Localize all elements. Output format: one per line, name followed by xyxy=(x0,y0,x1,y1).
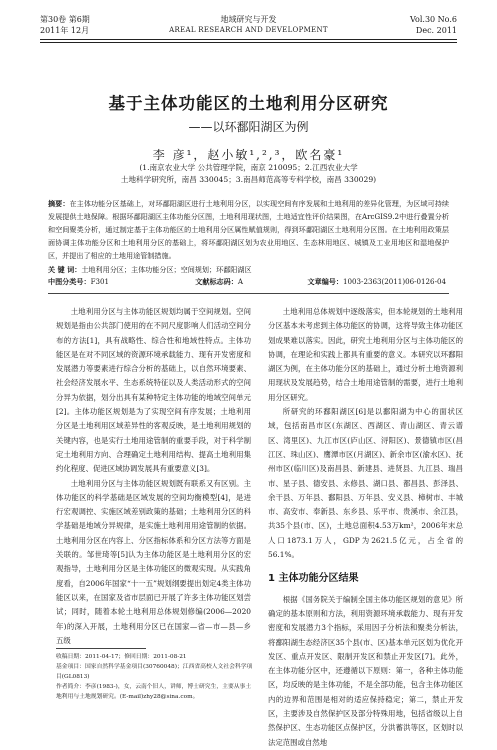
doc-code-value: A xyxy=(237,277,243,286)
author-affiliations xyxy=(0,162,497,186)
footnote-rule xyxy=(56,648,146,649)
body-paragraph: 土地利用总体规划中逐级落实，但本轮规划的土地利用分区基本未考虑到主体功能区的协调，这将导致主体功能区划成果难以落实。因此，研究土地利用分区与主体功能区的协调，在理论和实践上都具有重要的意义。本研究以环鄱阳湖区为例，在主体功能分区的基础上，通过分析土地资源利用现状及发展趋势，结合土地用途管制的需要，进行土地利用分区研究。 xyxy=(268,307,463,402)
cls-label: 中图分类号： xyxy=(48,277,91,286)
journal-name-en: AREAL RESEARCH AND DEVELOPMENT xyxy=(169,26,328,34)
body-column-left xyxy=(56,305,251,645)
header-rule-thin xyxy=(40,42,457,43)
section-heading: 1 主体功能分区结果 xyxy=(268,573,359,585)
body-paragraph: 根据《国务院关于编制全国主体功能区规划的意见》所确定的基本原则和方法，利用资源环境承载能力、现有开发密度和发展潜力3个指标，采用因子分析法和聚类分析法，将鄱阳湖生态经济区35个县(市、区)基本单元区划为优化开发区、重点开发区、限制开发区和禁止开发区[7]。此外，在主体功能分区中，还遵循以下原则：第一，各种主体功能区，均反映的是主体功能，不是全部功能，包含主体功能区内的边界和范围是相对的适应保持稳定；第二，禁止开发区，主要涉及自然保护区及部分特殊用地，包括省级以上自然保护区、生态功能区点保护区，分洪蓄洪等区，区划时以法定范围或自然地 xyxy=(268,594,463,747)
issue-date-en: Dec. 2011 xyxy=(415,26,457,35)
footnote-line: 基金项目：国家自然科学基金项目(30760048)；江西省高校人文社会科学项目(GL0813) xyxy=(56,664,253,680)
volume-issue-en: Vol.30 No.6 xyxy=(410,15,457,24)
header-center xyxy=(40,14,457,36)
body-paragraph: 土地利用分区与主体功能区规划既有联系又有区别。主体功能区的科学基础是区域发展的空间均衡模型[4]，是进行宏观调控、实施区域差别政策的基础；土地利用分区的科学基础是地域分异规律，是实施土地利用用途管制的依据。土地利用分区在内容上、分区指标体系和分区方法等方面是关联的。邹世琦等[5]认为主体功能区是土地利用分区的宏观指导，土地利用分区是主体功能区的微观实现。从实践角度看，自2006年国家“十一五”规划纲要提出划定4类主体功能区以来，在国家及省市层面已开展了许多主体功能区划尝试；同时，随着本轮土地利用总体规划修编(2006—2020年)的深入开展，土地利用分区已在国家—省—市—县—乡五级 xyxy=(56,478,251,645)
body-paragraph: 土地利用分区与主体功能区规划均属于空间规划。空间规划是指由公共部门使用的在不同尺度影响人们活动空间分布的方法[1]，具有战略性、综合性和地域性特点。主体功能区是在对不同区域的资源环境承载能力、现有开发密度和发展潜力等要素进行综合分析的基础上，以自然环境要素、社会经济发展水平、生态系统特征以及人类活动形式的空间分异为依据，划分出具有某种特定主体功能的地域空间单元[2]。主体功能区规划是为了实现空间有序发展；土地利用分区是土地利用区域差异性的客观反映，是土地利用规划的关键内容，也是实行土地用途管制的重要手段，对于科学制定土地利用方向、合理确定土地利用结构、提高土地利用集约化程度、促进区域协调发展具有重要意义[3]。 xyxy=(56,307,251,474)
keywords xyxy=(48,264,449,276)
article-subtitle: ——以环鄱阳湖区为例 xyxy=(188,120,309,134)
issue-date: 2011年 12月 xyxy=(40,26,90,35)
footnote-line: 收稿日期：2011-04-17；修回日期：2011-08-21 xyxy=(56,654,187,660)
article-id-value: 1003-2363(2011)06-0126-04 xyxy=(343,277,446,286)
keywords-label: 关 键 词： xyxy=(48,265,82,274)
cls-value: F301 xyxy=(90,277,110,286)
abstract-separator xyxy=(48,293,449,294)
article-title: 基于主体功能区的土地利用分区研究 xyxy=(108,94,389,113)
classification-line xyxy=(48,276,449,288)
footnote-line: 作者简介：李彦(1983-)，女，云南个旧人，讲师，博士研究生，主要从事土地利用与土地规划研究。(E-mail)zhy28@sina.com。 xyxy=(56,684,252,700)
header-right xyxy=(410,14,457,36)
footnote xyxy=(56,652,256,702)
abstract xyxy=(48,197,449,262)
volume-issue: 第30卷 第6期 xyxy=(40,15,90,24)
abstract-text: 在主体功能分区基础上，对环鄱阳湖区进行土地利用分区，以实现空间有序发展和土地利用的差异化管理，为区域可持续发展提供土地保障。根据环鄱阳湖区主体功能分区图，土地利用现状图，土地适宜性评价结果图，在ArcGIS9.2中进行叠置分析和空间聚类分析，通过制定基于主体功能区的土地利用分区属性赋值规则，得到环鄱阳湖区土地利用分区图。在土地利用政策层面协调主体功能分区和土地利用分区的基础上，将环鄱阳湖区划为农业用地区、生态林用地区、城镇及工业用地区和湿地保护区，并提出了相应的土地用途管制措施。 xyxy=(48,199,450,260)
abstract-label: 摘要： xyxy=(48,199,70,208)
keywords-text: 土地利用分区；主体功能分区；空间规划；环鄱阳湖区 xyxy=(81,265,252,274)
doc-code-label: 文献标志码： xyxy=(195,277,238,286)
journal-name-cn: 地域研究与开发 xyxy=(220,15,277,24)
header-rule-thick xyxy=(40,39,457,40)
article-id-label: 文章编号： xyxy=(307,277,343,286)
affiliation-line: (1.南京农业大学 公共管理学院，南京 210095；2.江西农业大学 xyxy=(139,163,358,172)
body-paragraph: 所研究的环鄱阳湖区[6]是以鄱阳湖为中心的面状区域，包括南昌市区(东湖区、西湖区、青山湖区、青云谱区、湾里区)、九江市区(庐山区、浔阳区)、景德镇市区(昌江区、珠山区)、鹰潭市区(月湖区)、新余市区(渝水区)、抚州市区(临川区)及南昌县、新建县、进贤县、九江县、瑞昌市、星子县、德安县、永修县、湖口县、都昌县、彭泽县、余干县、万年县、鄱阳县、万年县、安义县、樟树市、丰城市、高安市、奉新县、东乡县、乐平市、贵溪市、余江县，共35个县(市、区)，土地总面积4.53万km²，2006年末总人口1873.1万人，GDP为2621.5亿元，占全省的56.1%。 xyxy=(268,407,463,560)
body-column-right xyxy=(268,305,463,747)
affiliation-line: 土地科学研究所，南昌 330045；3.南昌师范高等专科学校，南昌 330029) xyxy=(120,175,377,184)
article-authors: 李 彦¹，赵小敏¹,²,³，欧名豪¹ xyxy=(152,148,345,162)
